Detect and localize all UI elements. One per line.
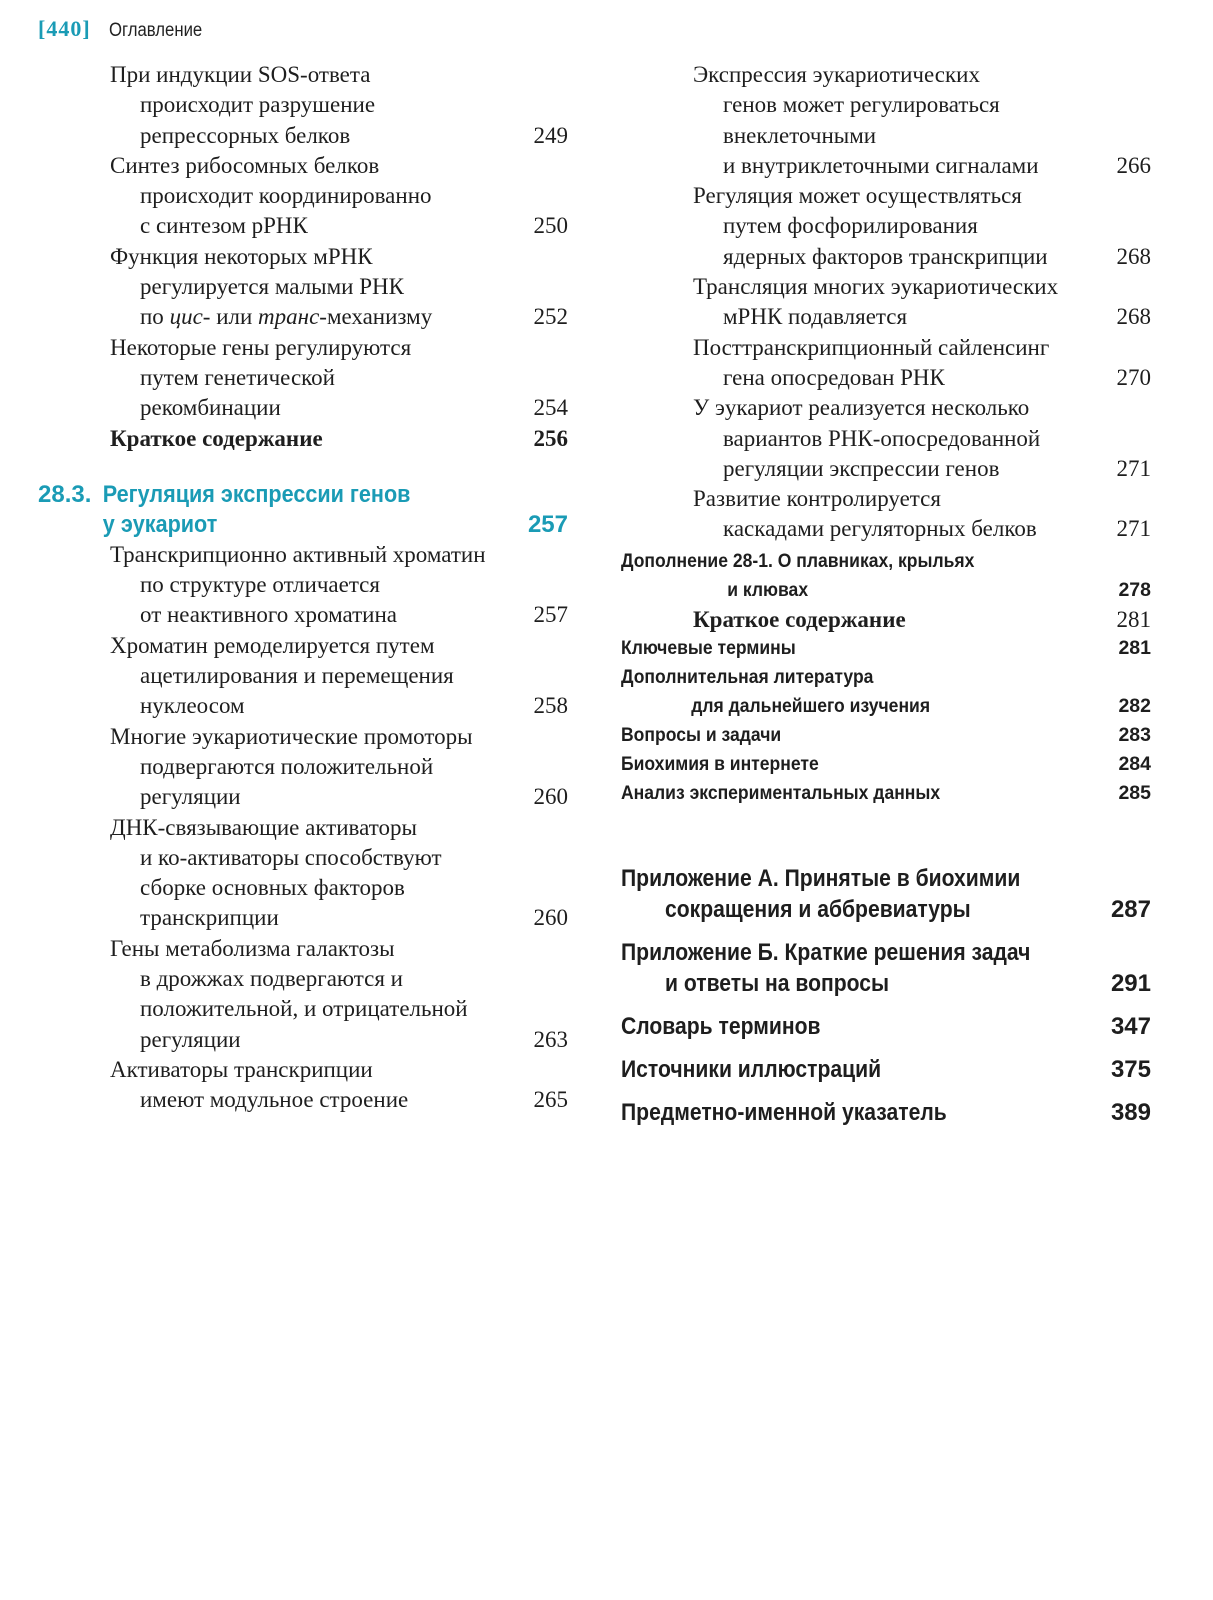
toc-page-number: 271: [1116, 516, 1151, 542]
toc-entry[interactable]: [621, 60, 1151, 181]
toc-section-heading[interactable]: [38, 480, 568, 540]
toc-entry-line: положительной, и отрицательной: [140, 996, 468, 1022]
toc-entry-line: Краткое содержание: [693, 606, 906, 632]
toc-entry[interactable]: [38, 242, 568, 333]
toc-page-number: 258: [533, 693, 568, 719]
toc-appendix-a[interactable]: [621, 863, 1151, 925]
toc-page-number: 270: [1116, 364, 1151, 390]
toc-page-number: 285: [1118, 781, 1151, 804]
toc-entry-line: Функция некоторых мРНК: [110, 243, 373, 269]
section-title-line: у эукариот: [102, 510, 218, 538]
toc-entry-line: Словарь терминов: [621, 1012, 821, 1040]
toc-entry-key-terms[interactable]: [621, 634, 1151, 663]
toc-entry-line: подвергаются положительной: [140, 753, 434, 779]
toc-entry-line: путем фосфорилирования: [723, 213, 978, 239]
section-number: 28.3.: [38, 480, 92, 508]
toc-page-number: 249: [533, 122, 568, 148]
toc-page-number: 284: [1118, 752, 1151, 775]
toc-entry-line: Краткое содержание: [110, 425, 323, 451]
toc-page-number: 271: [1116, 455, 1151, 481]
toc-entry[interactable]: [38, 934, 568, 1055]
toc-entry-line: Приложение А. Принятые в биохимии: [621, 864, 1021, 892]
toc-entry[interactable]: [38, 1055, 568, 1116]
text-fragment: -механизму: [319, 304, 433, 330]
toc-entry-line: регуляции экспрессии генов: [723, 455, 1000, 481]
toc-entry-line: внеклеточными: [723, 122, 877, 148]
toc-entry-line: Приложение Б. Краткие решения задач: [621, 938, 1031, 966]
toc-entry-line: рекомбинации: [140, 395, 281, 421]
toc-appendix-b[interactable]: [621, 937, 1151, 999]
toc-entry-line: по структуре отличается: [140, 572, 380, 598]
page-header: [38, 16, 215, 50]
toc-entry-line: Посттранскрипционный сайленсинг: [693, 334, 1050, 360]
toc-entry-line: от неактивного хроматина: [140, 602, 397, 628]
toc-entry-line: регулируется малыми РНК: [140, 274, 404, 300]
toc-entry-line: мРНК подавляется: [723, 304, 908, 330]
toc-entry-line: транскрипции: [140, 905, 279, 931]
toc-page-number: 278: [1118, 578, 1151, 601]
toc-entry-line: Дополнение 28-1. О плавниках, крыльях: [621, 549, 975, 572]
toc-entry-web[interactable]: [621, 750, 1151, 779]
toc-entry-line: Дополнительная литература: [621, 665, 874, 688]
toc-entry-line: вариантов РНК-опосредованной: [723, 425, 1041, 451]
toc-entry[interactable]: [38, 813, 568, 934]
toc-entry-summary[interactable]: [38, 424, 568, 454]
toc-page-number: 268: [1116, 243, 1151, 269]
toc-entry-line: происходит разрушение: [140, 92, 376, 118]
toc-entry[interactable]: [621, 393, 1151, 484]
toc-entry-line: Хроматин ремоделируется путем: [110, 632, 435, 658]
toc-entry[interactable]: [38, 540, 568, 631]
toc-entry-line: У эукариот реализуется несколько: [693, 395, 1030, 421]
toc-entry[interactable]: [38, 333, 568, 424]
toc-page-number: 389: [1110, 1098, 1151, 1126]
toc-page-number: 347: [1110, 1012, 1151, 1040]
toc-page-number: 375: [1110, 1055, 1151, 1083]
toc-entry-line: имеют модульное строение: [140, 1087, 409, 1113]
toc-entry-summary[interactable]: [621, 605, 1151, 634]
toc-entry-line: Активаторы транскрипции: [110, 1056, 373, 1082]
toc-entry[interactable]: [621, 272, 1151, 333]
toc-entry[interactable]: [621, 181, 1151, 272]
toc-page-number: 287: [1110, 895, 1151, 923]
toc-entry-line: гена опосредован РНК: [723, 364, 945, 390]
toc-entry-line: и ответы на вопросы: [665, 969, 890, 997]
toc-entry-line: Гены метаболизма галактозы: [110, 935, 395, 961]
toc-page-number: 252: [533, 304, 568, 330]
italic-term: транс: [258, 304, 320, 330]
italic-term: цис: [169, 304, 203, 330]
toc-entry-line: путем генетической: [140, 364, 335, 390]
toc-entry-line: Некоторые гены регулируются: [110, 334, 412, 360]
toc-entry-line: в дрожжах подвергаются и: [140, 966, 403, 992]
toc-entry-line: [38, 302, 568, 332]
toc-page-number: 257: [533, 602, 568, 628]
toc-page-number: 250: [533, 213, 568, 239]
toc-entry[interactable]: [0, 60, 568, 151]
toc-entry-line: регуляции: [140, 784, 241, 810]
toc-entry-line: Трансляция многих эукариотических: [693, 274, 1059, 300]
toc-page-number: 281: [1116, 606, 1151, 632]
toc-glossary[interactable]: [621, 1011, 1151, 1042]
toc-entry-line: и ко-активаторы способствуют: [140, 844, 442, 870]
toc-entry-line: каскадами регуляторных белков: [723, 516, 1037, 542]
toc-left-column: [38, 60, 568, 1116]
toc-illustration-credits[interactable]: [621, 1054, 1151, 1085]
toc-entry-line: для дальнейшего изучения: [691, 694, 931, 717]
toc-entry-data-analysis[interactable]: [621, 779, 1151, 808]
toc-entry-line: регуляции: [140, 1026, 241, 1052]
toc-entry-line: Вопросы и задачи: [621, 723, 782, 746]
appendix-list: [621, 863, 1151, 1128]
toc-right-column: [621, 60, 1151, 1140]
toc-entry-line: ДНК-связывающие активаторы: [110, 814, 417, 840]
toc-page-number: 260: [533, 905, 568, 931]
toc-entry-line: генов может регулироваться: [723, 92, 1000, 118]
toc-page-number: 260: [533, 784, 568, 810]
toc-entry-line: При индукции SOS-ответа: [110, 62, 371, 87]
toc-entry-line: репрессорных белков: [140, 122, 351, 148]
toc-page-number: 265: [533, 1087, 568, 1113]
toc-entry[interactable]: [621, 333, 1151, 394]
toc-page-number: 254: [533, 395, 568, 421]
toc-page-number: 281: [1118, 636, 1151, 659]
toc-page-number: 263: [533, 1026, 568, 1052]
toc-page-number: 268: [1116, 304, 1151, 330]
toc-page-number: 257: [527, 510, 568, 538]
toc-entry-line: Биохимия в интернете: [621, 752, 819, 775]
toc-entry-line: ацетилирования и перемещения: [140, 663, 454, 689]
toc-entry-line: Многие эукариотические промоторы: [110, 723, 473, 749]
text-fragment: - или: [202, 304, 259, 330]
running-title: Оглавление: [108, 20, 202, 41]
toc-entry-line: Развитие контролируется: [693, 486, 941, 512]
toc-entry-line: сборке основных факторов: [140, 875, 405, 901]
section-title-line: Регуляция экспрессии генов: [102, 480, 411, 508]
toc-page-number: 266: [1116, 152, 1151, 178]
toc-entry-problems[interactable]: [621, 721, 1151, 750]
toc-entry[interactable]: [38, 722, 568, 813]
toc-entry[interactable]: [621, 484, 1151, 545]
toc-page-number: 283: [1118, 723, 1151, 746]
toc-entry-line: Синтез рибосомных белков: [110, 152, 380, 178]
page-number: [440]: [38, 16, 91, 41]
toc-box-entry[interactable]: [621, 547, 1151, 605]
toc-entry-line: Предметно-именной указатель: [621, 1098, 947, 1126]
toc-entry-line: Ключевые термины: [621, 636, 796, 659]
toc-page-number: 256: [533, 425, 568, 451]
toc-entry-line: ядерных факторов транскрипции: [723, 243, 1048, 269]
toc-entry-line: Анализ экспериментальных данных: [621, 781, 941, 804]
toc-entry-line: Регуляция может осуществляться: [693, 183, 1022, 209]
toc-entry-line: Транскрипционно активный хроматин: [110, 541, 486, 567]
toc-entry[interactable]: [38, 151, 568, 242]
toc-entry[interactable]: [38, 631, 568, 722]
toc-page-number: 282: [1118, 694, 1151, 717]
toc-entry-line: с синтезом рРНК: [140, 213, 308, 239]
toc-index[interactable]: [621, 1097, 1151, 1128]
toc-entry-line: и внутриклеточными сигналами: [723, 152, 1039, 178]
toc-entry-line: сокращения и аббревиатуры: [665, 895, 971, 923]
toc-entry-line: Экспрессия эукариотических: [693, 62, 980, 87]
toc-entry-further-reading[interactable]: [621, 663, 1151, 721]
text-fragment: по: [140, 304, 170, 330]
toc-entry-line: нуклеосом: [140, 693, 245, 719]
toc-entry-line: происходит координированно: [140, 183, 432, 209]
toc-page-number: 291: [1110, 969, 1151, 997]
toc-entry-line: Источники иллюстраций: [621, 1055, 882, 1083]
toc-entry-line: и клювах: [727, 578, 809, 601]
